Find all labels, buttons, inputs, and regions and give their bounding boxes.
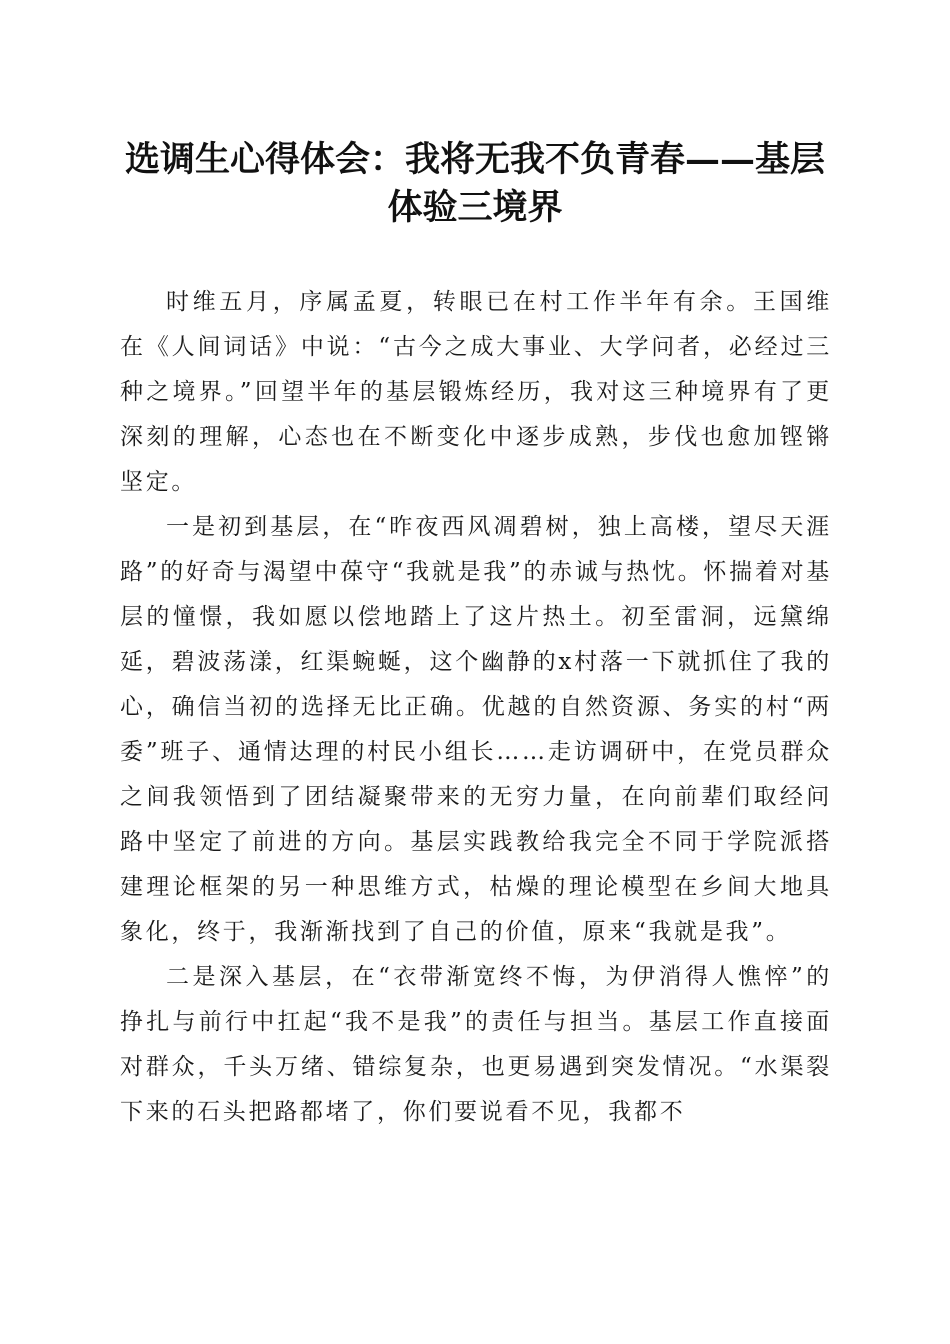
paragraph-first-realm: 一是初到基层，在“昨夜西风凋碧树，独上高楼，望尽天涯路”的好奇与渴望中葆守“我就是我”的赤诚与热忱。怀揣着对基层的憧憬，我如愿以偿地踏上了这片热土。初至雷洞，远黛绵延，碧波荡漾，红渠蜿蜒，这个幽静的x村落一下就抓住了我的心，确信当初的选择无比正确。优越的自然资源、务实的村“两委”班子、通情达理的村民小组长……走访调研中，在党员群众之间我领悟到了团结凝聚带来的无穷力量，在向前辈们取经问路中坚定了前进的方向。基层实践教给我完全不同于学院派搭建理论框架的另一种思维方式，枯燥的理论模型在乡间大地具象化，终于，我渐渐找到了自己的价值，原来“我就是我”。: [120, 514, 832, 945]
document-body: [120, 280, 832, 1135]
paragraph-intro: 时维五月，序属孟夏，转眼已在村工作半年有余。王国维在《人间词话》中说：“古今之成大事业、大学问者，必经过三种之境界。”回望半年的基层锻炼经历，我对这三种境界有了更深刻的理解，心态也在不断变化中逐步成熟，步伐也愈加铿锵坚定。: [120, 289, 832, 495]
document-title: 选调生心得体会：我将无我不负青春——基层体验三境界: [124, 139, 825, 228]
paragraph-second-realm: 二是深入基层，在“衣带渐宽终不悔，为伊消得人憔悴”的挣扎与前行中扛起“我不是我”的责任与担当。基层工作直接面对群众，千头万绪、错综复杂，也更易遇到突发情况。“水渠裂下来的石头把路都堵了，你们要说看不见，我都不: [120, 964, 832, 1125]
